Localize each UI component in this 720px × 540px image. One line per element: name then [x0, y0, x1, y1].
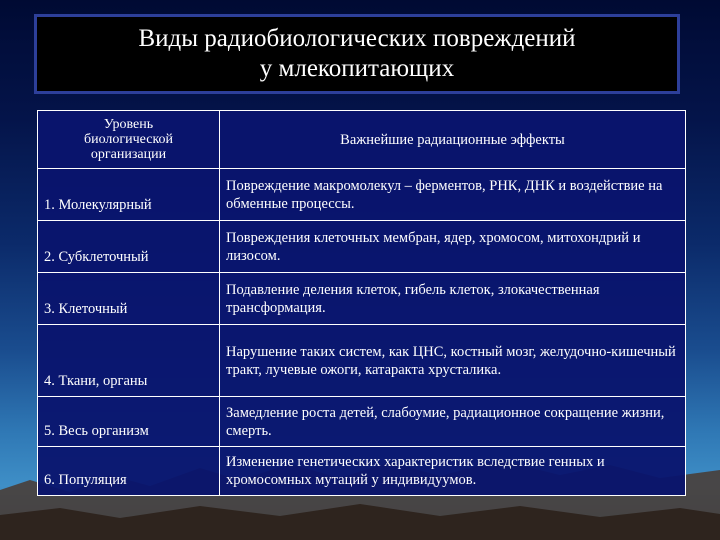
header-level-line-3: организации: [90, 147, 167, 162]
damage-table-container: [37, 110, 685, 495]
header-level: [38, 111, 220, 169]
row-effect: Подавление деления клеток, гибель клеток, злокачественная трансформация.: [220, 273, 686, 325]
slide-title-box: [34, 14, 680, 94]
row-level: 2. Субклеточный: [38, 221, 220, 273]
row-effect: Замедление роста детей, слабоумие, радиационное сокращение жизни, смерть.: [220, 397, 686, 447]
row-effect: Повреждения клеточных мембран, ядер, хромосом, митохондрий и лизосом.: [220, 221, 686, 273]
row-level: 1. Молекулярный: [38, 169, 220, 221]
table-row: [38, 447, 686, 496]
damage-table: [37, 110, 686, 496]
header-effects: Важнейшие радиационные эффекты: [220, 111, 686, 169]
table-header-row: [38, 111, 686, 169]
table-row: [38, 221, 686, 273]
row-effect: Повреждение макромолекул – ферментов, РНК, ДНК и воздействие на обменные процессы.: [220, 169, 686, 221]
table-row: [38, 397, 686, 447]
table-row: [38, 325, 686, 397]
row-level: 5. Весь организм: [38, 397, 220, 447]
row-level: 6. Популяция: [38, 447, 220, 496]
row-effect: Нарушение таких систем, как ЦНС, костный мозг, желудочно-кишечный тракт, лучевые ожоги, катаракта хрусталика.: [220, 325, 686, 397]
slide-title: [138, 24, 575, 84]
table-row: [38, 169, 686, 221]
header-level-line-1: Уровень: [103, 117, 154, 132]
slide-title-line-1: Виды радиобиологических повреждений: [138, 25, 576, 52]
row-level: 3. Клеточный: [38, 273, 220, 325]
table-row: [38, 273, 686, 325]
header-level-line-2: биологической: [83, 132, 174, 147]
slide-title-line-2: у млекопитающих: [259, 55, 455, 82]
row-level: 4. Ткани, органы: [38, 325, 220, 397]
row-effect: Изменение генетических характеристик вследствие генных и хромосомных мутаций у индивидуумов.: [220, 447, 686, 496]
